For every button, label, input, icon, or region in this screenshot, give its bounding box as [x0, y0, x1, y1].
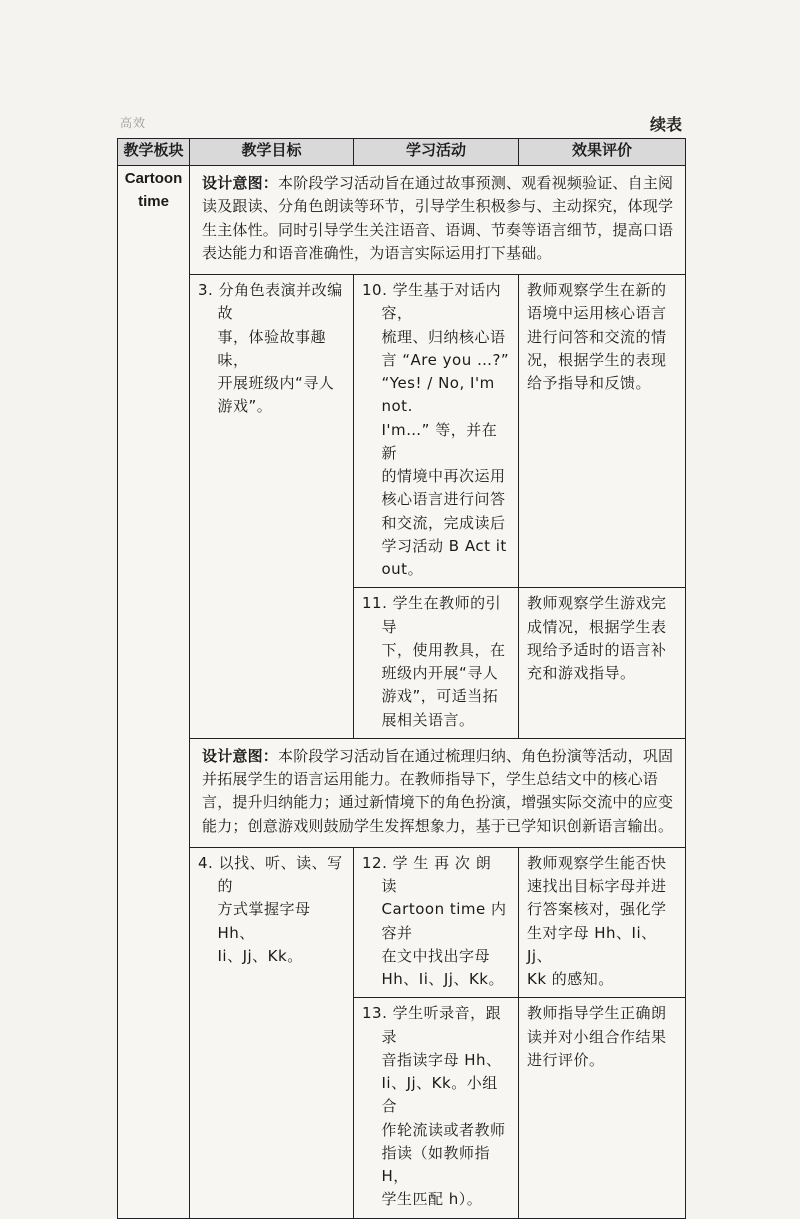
table-row — [118, 275, 686, 588]
table-row — [118, 166, 686, 275]
evaluation-13-text: 教师指导学生正确朗 读并对小组合作结果 进行评价。 — [527, 1004, 667, 1069]
evaluation-11 — [519, 588, 686, 739]
activity-10 — [354, 275, 519, 588]
activity-10-text: 10. 学生基于对话内容， 梳理、归纳核心语 言 “Are you …?” “Yes! / No, I'm not. I'm…” 等，并在新 的情境中再次运用 核心语言进行问答 和交流，完成读后 学习活动 B Act it out。 — [362, 281, 510, 578]
section-label: Cartoon time — [124, 170, 183, 211]
lesson-plan-table — [117, 138, 686, 1219]
header-goal: 教学目标 — [190, 139, 354, 166]
design-intent-1 — [190, 166, 686, 275]
evaluation-13 — [519, 998, 686, 1218]
goal-4 — [190, 847, 354, 1218]
activity-13-text: 13. 学生听录音，跟录 音指读字母 Hh、 Ii、Jj、Kk。小组合 作轮流读或者教师 指读（如教师指 H， 学生匹配 h）。 — [362, 1004, 506, 1209]
header-section: 教学板块 — [118, 139, 190, 166]
design-intent-label: 设计意图： — [202, 746, 279, 765]
header-evaluation: 效果评价 — [519, 139, 686, 166]
goal-3 — [190, 275, 354, 739]
design-intent-2 — [190, 738, 686, 847]
goal-3-text: 3. 分角色表演并改编故 事，体验故事趣味， 开展班级内“寻人 游戏”。 — [198, 281, 343, 416]
activity-13 — [354, 998, 519, 1218]
evaluation-12-text: 教师观察学生能否快 速找出目标字母并进 行答案核对，强化学 生对字母 Hh、Ii、Jj、 Kk 的感知。 — [527, 853, 667, 988]
header-activity: 学习活动 — [354, 139, 519, 166]
table-header-row — [118, 139, 686, 166]
design-intent-text: 本阶段学习活动旨在通过梳理归纳、角色扮演等活动，巩固并拓展学生的语言运用能力。在教师指导下，学生总结文中的核心语言，提升归纳能力；通过新情境下的角色扮演，增强实际交流中的应变能力；创意游戏则鼓励学生发挥想象力，基于已学知识创新语言输出。 — [202, 746, 674, 835]
table-row — [118, 847, 686, 998]
evaluation-11-text: 教师观察学生游戏完 成情况，根据学生表 现给予适时的语言补 充和游戏指导。 — [527, 594, 667, 682]
evaluation-10-text: 教师观察学生在新的 语境中运用核心语言 进行问答和交流的情 况，根据学生的表现 给予指导和反馈。 — [527, 281, 667, 392]
continued-table-label: 续表 — [649, 115, 682, 134]
design-intent-text: 本阶段学习活动旨在通过故事预测、观看视频验证、自主阅读及跟读、分角色朗读等环节，引导学生积极参与、主动探究，体现学生主体性。同时引导学生关注语音、语调、节奏等语言细节，提高口语表达能力和语音准确性，为语言实际运用打下基础。 — [202, 174, 674, 262]
design-intent-label: 设计意图： — [202, 174, 279, 192]
activity-12-text: 12. 学 生 再 次 朗 读 Cartoon time 内容并 在文中找出字母 Hh、Ii、Jj、Kk。 — [362, 853, 507, 988]
activity-11 — [354, 588, 519, 739]
activity-12 — [354, 847, 519, 998]
section-cartoon-time — [118, 166, 190, 1219]
evaluation-12 — [519, 847, 686, 998]
goal-4-text: 4. 以找、听、读、写的 方式掌握字母 Hh、 Ii、Jj、Kk。 — [198, 853, 343, 965]
page-label: 高效 — [120, 116, 147, 130]
activity-11-text: 11. 学生在教师的引导 下，使用教具，在 班级内开展“寻人 游戏”，可适当拓 展相关语言。 — [362, 594, 506, 729]
table-row — [118, 738, 686, 847]
evaluation-10 — [519, 275, 686, 588]
